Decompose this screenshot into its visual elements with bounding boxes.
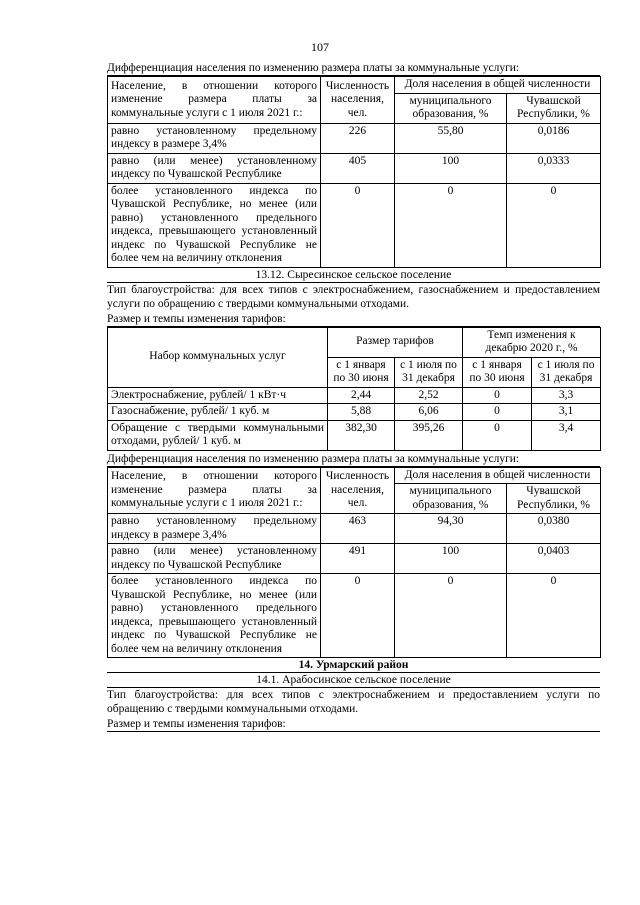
- tariff-table: [107, 327, 601, 451]
- tariff-header-jul: с 1 июля по 31 декабря: [395, 357, 463, 387]
- diff-municipal: 94,30: [395, 514, 507, 544]
- tariff-jul: 395,26: [395, 420, 463, 450]
- tariff-rate-jul: 3,3: [532, 387, 601, 404]
- diff-header-count: Численность населения, чел.: [321, 77, 395, 124]
- tariff-jul: 6,06: [395, 404, 463, 421]
- tariff-caption-1: Размер и темпы изменения тарифов:: [107, 311, 600, 327]
- tariff-jan: 5,88: [328, 404, 395, 421]
- tariff-jul: 2,52: [395, 387, 463, 404]
- diff-count: 405: [321, 153, 395, 183]
- tariff-header-rate: Темп изменения к декабрю 2020 г., %: [463, 327, 601, 357]
- diff-header-republic: Чувашской Республики, %: [507, 93, 601, 123]
- tariff-jan: 2,44: [328, 387, 395, 404]
- diff-header-share: Доля населения в общей численности: [395, 77, 601, 94]
- improvement-type-2: Тип благоустройства: для всех типов с электроснабжением и предоставлением услуги по обращению с твердыми коммунальными отходами.: [107, 689, 600, 715]
- diff-row-label: равно (или менее) установленному индексу по Чувашской Республике: [108, 153, 321, 183]
- tariff-rate-jan: 0: [463, 387, 532, 404]
- diff-row-label: равно установленному предельному индексу в размере 3,4%: [108, 514, 321, 544]
- diff-header-municipal: муниципального образования, %: [395, 93, 507, 123]
- diff-municipal: 55,80: [395, 123, 507, 153]
- improvement-type-1: Тип благоустройства: для всех типов с электроснабжением, газоснабжением и предоставлением услуги по обращению с твердыми коммунальными отходами.: [107, 283, 600, 310]
- tariff-rate-jul: 3,1: [532, 404, 601, 421]
- diff-count: 491: [321, 544, 395, 574]
- diff-header-count: Численность населения, чел.: [321, 467, 395, 514]
- table-row: [108, 183, 601, 267]
- diff-republic: 0,0186: [507, 123, 601, 153]
- table-row: [108, 404, 601, 421]
- tariff-jan: 382,30: [328, 420, 395, 450]
- diff-republic: 0,0403: [507, 544, 601, 574]
- diff-header-share: Доля населения в общей численности: [395, 467, 601, 484]
- diff-count: 463: [321, 514, 395, 544]
- settlement-heading-14-1: 14.1. Арабосинское сельское поселение: [107, 673, 600, 688]
- tariff-caption-2: Размер и темпы изменения тарифов:: [107, 716, 600, 732]
- tariff-header-size: Размер тарифов: [328, 327, 463, 357]
- tariff-header-rate-jul: с 1 июля по 31 декабря: [532, 357, 601, 387]
- settlement-heading-13-12: 13.12. Сыресинское сельское поселение: [107, 268, 600, 283]
- diff-republic: 0: [507, 574, 601, 658]
- diff-count: 0: [321, 183, 395, 267]
- table-row: [108, 420, 601, 450]
- diff-republic: 0: [507, 183, 601, 267]
- district-heading-14: 14. Урмарский район: [107, 658, 600, 673]
- tariff-rate-jan: 0: [463, 420, 532, 450]
- diff-municipal: 0: [395, 574, 507, 658]
- tariff-service: Газоснабжение, рублей/ 1 куб. м: [108, 404, 328, 421]
- tariff-header-set: Набор коммунальных услуг: [108, 327, 328, 387]
- diff-caption-2: Дифференциация населения по изменению размера платы за коммунальные услуги:: [107, 451, 600, 467]
- table-row: [108, 544, 601, 574]
- diff-header-population: Население, в отношении которого изменение размера платы за коммунальные услуги с 1 июля 2021 г.:: [108, 467, 321, 514]
- table-row: [108, 574, 601, 658]
- table-row: [108, 123, 601, 153]
- diff-count: 226: [321, 123, 395, 153]
- diff-row-label: более установленного индекса по Чувашской Республике, но менее (или равно) установленного предельного индекса, превышающего установленный индекс по Чувашской Республике не более чем на величину отклонения: [108, 183, 321, 267]
- page-number: 107: [311, 40, 329, 54]
- tariff-header-rate-jan: с 1 января по 30 июня: [463, 357, 532, 387]
- diff-count: 0: [321, 574, 395, 658]
- table-row: [108, 387, 601, 404]
- table-row: [108, 514, 601, 544]
- diff-header-municipal: муниципального образования, %: [395, 484, 507, 514]
- tariff-service: Электроснабжение, рублей/ 1 кВт·ч: [108, 387, 328, 404]
- diff-row-label: более установленного индекса по Чувашской Республике, но менее (или равно) установленного предельного индекса, превышающего установленный индекс по Чувашской Республике не более чем на величину отклонения: [108, 574, 321, 658]
- tariff-header-jan: с 1 января по 30 июня: [328, 357, 395, 387]
- diff-republic: 0,0380: [507, 514, 601, 544]
- diff-municipal: 100: [395, 153, 507, 183]
- document-body: [107, 60, 600, 732]
- diff-row-label: равно установленному предельному индексу в размере 3,4%: [108, 123, 321, 153]
- diff-republic: 0,0333: [507, 153, 601, 183]
- diff-header-population: Население, в отношении которого изменение размера платы за коммунальные услуги с 1 июля 2021 г.:: [108, 77, 321, 124]
- tariff-rate-jan: 0: [463, 404, 532, 421]
- diff-municipal: 100: [395, 544, 507, 574]
- tariff-rate-jul: 3,4: [532, 420, 601, 450]
- diff-row-label: равно (или менее) установленному индексу по Чувашской Республике: [108, 544, 321, 574]
- diff-municipal: 0: [395, 183, 507, 267]
- tariff-service: Обращение с твердыми коммунальными отходами, рублей/ 1 куб. м: [108, 420, 328, 450]
- diff-header-republic: Чувашской Республики, %: [507, 484, 601, 514]
- diff-table-2: [107, 467, 601, 659]
- table-row: [108, 153, 601, 183]
- diff-caption-1: Дифференциация населения по изменению размера платы за коммунальные услуги:: [107, 60, 600, 76]
- diff-table-1: [107, 76, 601, 268]
